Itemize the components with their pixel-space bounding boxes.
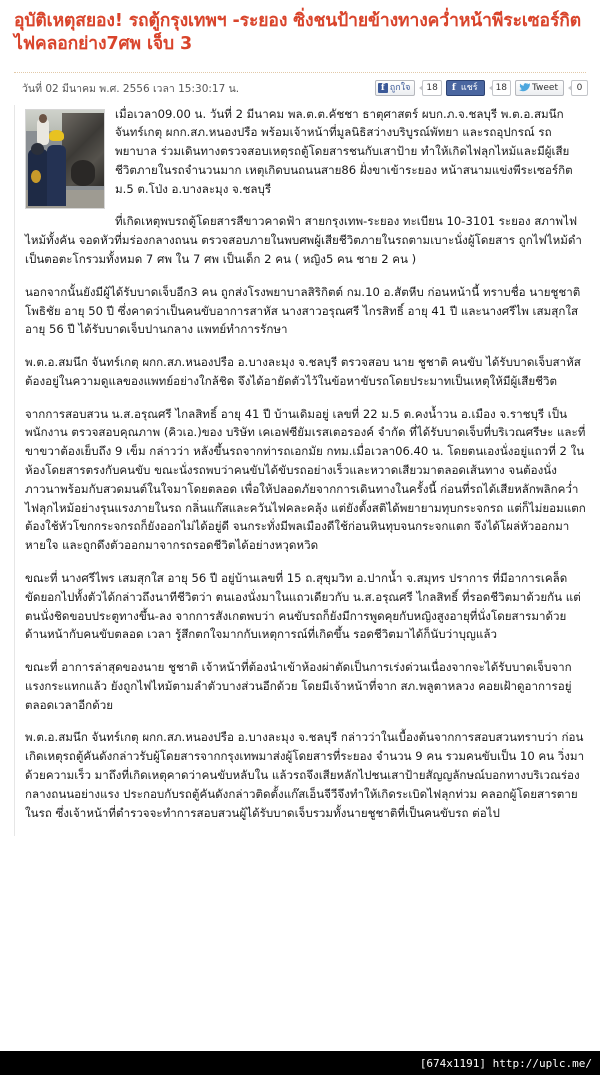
watermark-text: [674x1191] http://uplc.me/: [419, 1056, 592, 1070]
facebook-like-button[interactable]: [375, 80, 416, 96]
twitter-bird-icon: [519, 83, 530, 93]
photo-rescuer-badge: [31, 170, 41, 183]
article-body: [0, 103, 600, 1051]
social-share-bar: [375, 80, 588, 96]
twitter-tweet-label: Tweet: [532, 82, 558, 93]
facebook-share-count: 18: [492, 80, 511, 96]
article-paragraph: ขณะที่ อาการล่าสุดของนาย ชูชาติ เจ้าหน้าที่ต้องนำเข้าห้องผ่าตัดเป็นการเร่งด่วนเนื่องจากจะได้รับบาดเจ็บจากแรงกระแทกแล้ว ยังถูกไฟไหม้ตามลำตัวบางส่วนอีกด้วย โดยมีเจ้าหน้าที่จาก สภ.พลูตาหลวง คอยเฝ้าดูอาการอยู่ตลอดเวลาอีกด้วย: [25, 660, 572, 712]
article-paragraph: ขณะที่ นางศรีไพร เสมสุกใส อายุ 56 ปี อยู่บ้านเลขที่ 15 ถ.สุขุมวิท อ.ปากน้ำ จ.สมุทร ปราการ ที่มีอาการเคล็ดขัดยอกไปทั้งตัวได้กล่าวถึงนาทีชีวิตว่า ตนเองนั่งมาในแถวเดียวกับ น.ส.อรุณศรี ไกลสิทธิ์ ที่รอดชีวิตมาด้วยกัน แต่ตนนั่งชิดขอบประตูทางขึ้น-ลง จากการสังเกตพบว่า คนขับรถก็ยังมีการพูดคุยกับหญิงสูงอายุที่นั่งโดยสารมาด้วยด้านหน้ากับคนขับตลอด เวลา รู้สึกตกใจมากกับเหตุการณ์ที่เกิดขึ้น รอดชีวิตมาได้ก็นับว่าบุญแล้ว: [25, 570, 581, 642]
facebook-like-label: ถูกใจ: [389, 82, 411, 93]
article-paragraph: เมื่อเวลา09.00 น. วันที่ 2 มีนาคม พล.ต.ต.คัชชา ธาตุศาสตร์ ผบก.ภ.จ.ชลบุรี พ.ต.อ.สมนึก จันทร์เกตุ ผกก.สภ.หนองปรือ พร้อมเจ้าหน้าที่มูลนิธิสว่างบริบูรณ์พัทยา และรถอุปกรณ์ รถพยาบาล ร่วมเดินทางตรวจสอบเหตุรถตู้โดยสารชนกับเสาป้าย ทำให้เกิดไฟลุกไหม้และมีผู้เสียชีวิตภายในรถจำนวนมาก เหตุเกิดบนถนนสาย86 ฝั่งขาเข้าระยอง หน้าสนามแข่งพีระเซอร์กิต ม.5 ต.โป่ง อ.บางละมุง จ.ชลบุรี: [115, 106, 573, 196]
headline-block: [0, 0, 600, 63]
publish-timestamp: วันที่ 02 มีนาคม พ.ศ. 2556 เวลา 15:30:17 น.: [22, 82, 240, 95]
twitter-tweet-button[interactable]: [515, 80, 564, 96]
article-paragraph: นอกจากนั้นยังมีผู้ได้รับบาดเจ็บอีก3 คน ถูกส่งโรงพยาบาลสิริกิตต์ กม.10 อ.สัตหีบ ก่อนหน้านี้ ทราบชื่อ นายชูชาติ โพธิชัย อายุ 50 ปี ซึ่งคาดว่าเป็นคนขับอาการสาหัส นางสาวอรุณศรี ไกรสิทธิ์ อายุ 41 ปี และนางศรีไพ เสมสุกใส อายุ 56 ปี ได้รับบาดเจ็บปานกลาง แพทย์ทำการรักษา: [25, 284, 581, 337]
facebook-share-button[interactable]: [446, 80, 485, 96]
article-body-inner: [14, 105, 586, 837]
article-paragraph: จากการสอบสวน น.ส.อรุณศรี ไกลสิทธิ์ อายุ 41 ปี บ้านเดิมอยู่ เลขที่ 22 ม.5 ต.คงน้ำวน อ.เมือง จ.ราชบุรี เป็นพนักงาน ตรวจสอบคุณภาพ (คิวเอ.)ของ บริษัท เคเอฟซียัมเรสเตอรองค์ จำกัด ที่ได้รับบาดเจ็บที่บริเวณศรีษะ และที่ขาขวาต้องเย็บถึง 9 เข็ม กล่าวว่า หลังขึ้นรถจากท่ารถเอกมัย กทม.เมื่อเวลา06.40 น. โดยตนเองนั่งอยู่แถวที่ 2 ในห้องโดยสารตรงกับคนขับ ขณะนั่งรถพบว่าคนขับได้ขับรถอย่างเร็วและหวาดเสียวมาตลอดเส้นทาง จนต้องนั่งภาวนาพร้อมกับสวดมนต์ในใจมาโดยตลอด เพื่อให้ปลอดภัยจากการเดินทางในครั้งนี้ ก่อนที่รถได้เสียหลักพลิกคว่ำไฟลุกไหม้อย่างรุนแรงภายในรถ กลิ่นแก๊สและควันไฟคละคลุ้ง แต่ยังตั้งสติได้พยายามทุบกระจกรถ แต่ก็ไม่ยอมแตกต้องใช้หัวโขกกระจกรถก็ยังออกไม่ได้อยู่ดี จนกระทั่งมีพลเมืองดีใช้ก่อนหินทุบจนกระจกแตก จึงได้โผล่หัวออกมาหายใจ และถูกดึงตัวออกมาจากรถรอดชีวิตได้อย่างหวุดหวิด: [25, 406, 586, 553]
facebook-f-icon: f: [378, 83, 388, 93]
facebook-f-icon: f: [451, 83, 456, 94]
photo-wheel: [71, 160, 94, 185]
photo-rescuer-right: [47, 145, 66, 206]
page-title: อุบัติเหตุสยอง! รถตู้กรุงเทพฯ -ระยอง ซิ่งชนป้ายข้างทางคว่ำหน้าพีระเซอร์กิต ไฟคลอกย่าง7ศพ เจ็บ 3: [14, 11, 582, 55]
photo-bystander: [37, 119, 49, 144]
article-paragraph: พ.ต.อ.สมนึก จันทร์เกตุ ผกก.สภ.หนองปรือ อ.บางละมุง จ.ชลบุรี กล่าวว่าในเบื้องต้นจากการสอบสวนทราบว่า ก่อนเกิดเหตุรถตู้คันดังกล่าวรับผู้โดยสารจากกรุงเทพมาส่งผู้โดยสารที่ระยอง จำนวน 9 คน รวมคนขับเป็น 10 คน วิ่งมาด้วยความเร็ว มาถึงที่เกิดเหตุคาดว่าคนขับหลับใน แล้วรถจึงเสียหลักไปชนเสาป้ายสัญญลักษณ์บอกทางบริเวณร่องกลางถนนอย่างแรง ประกอบกับรถตู้คันดังกล่าวติดตั้งแก๊สเอ็นจีวีจึงทำให้เกิดระเบิดไฟลุกท่วม คลอกผู้โดยสารตายในรถ ซึ่งเจ้าหน้าที่ตำรวจจะทำการสอบสวนผู้ได้รับบาดเจ็บรวมทั้งนายชูชาติที่เป็นคนขับรถ ต่อไป: [25, 730, 585, 820]
facebook-share-label: แชร์: [460, 82, 478, 93]
photo-yellow-helmet: [49, 130, 64, 141]
photo-rescuer-left-head: [31, 143, 44, 155]
meta-row: [0, 73, 600, 103]
facebook-like-count: 18: [422, 80, 441, 96]
article-thumbnail[interactable]: [25, 109, 105, 209]
article-paragraph: ที่เกิดเหตุพบรถตู้โดยสารสีขาวคาดฟ้า สายกรุงเทพ-ระยอง ทะเบียน 10-3101 ระยอง สภาพไฟไหม้ทั้งคัน จอดหัวที่มร่องกลางถนน ตรวจสอบภายในพบศพผู้เสียชีวิตภายในรถตามเบาะนั่งผู้โดยสาร ถูกไฟไหม้ดำเป็นตอตะโกรวมทั้งหมด 7 ศพ ใน 7 ศพ เป็นเด็ก 2 คน ( หญิง5 คน ชาย 2 คน ): [25, 214, 582, 266]
article-paragraph: พ.ต.อ.สมนึก จันทร์เกตุ ผกก.สภ.หนองปรือ อ.บางละมุง จ.ชลบุรี ตรวจสอบ นาย ชูชาติ คนขับ ได้รับบาดเจ็บสาหัสต้องอยู่ในความดูแลของแพทย์อย่างใกล้ชิด จึงได้อายัดตัวไว้ในข้อหาขับรถโดยประมาทเป็นเหตุให้มีผู้เสียชีวิต: [25, 355, 581, 388]
twitter-tweet-count: 0: [571, 80, 588, 96]
footer-watermark-bar: [0, 1051, 600, 1075]
